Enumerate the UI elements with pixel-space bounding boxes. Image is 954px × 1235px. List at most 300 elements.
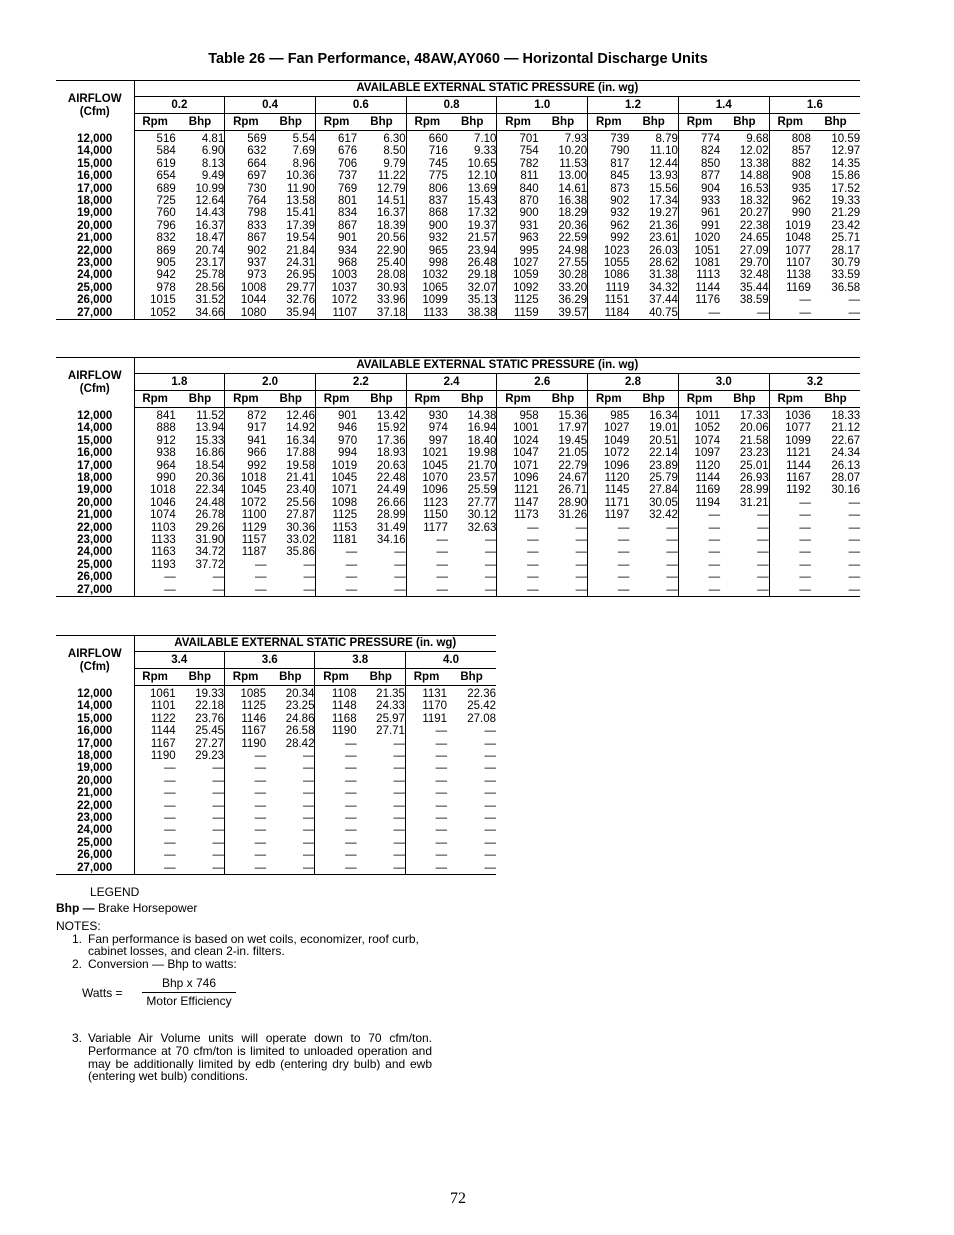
rpm-value: — [497, 584, 539, 597]
airflow-value: 19,000 [56, 762, 134, 774]
bhp-value: 31.49 [357, 522, 406, 534]
bhp-value: 16.37 [176, 220, 225, 232]
airflow-header-label: AIRFLOW [67, 648, 122, 661]
table-title: Table 26 — Fan Performance, 48AW,AY060 — Horizontal Discharge Units [208, 51, 708, 67]
rpm-value: 701 [519, 133, 539, 145]
rpm-value: 995 [519, 244, 539, 257]
bhp-value: 28.62 [629, 257, 678, 269]
bhp-value: — [266, 800, 315, 812]
bhp-value: 31.26 [539, 509, 588, 521]
bhp-value: 10.20 [539, 145, 588, 157]
rpm-value: 968 [338, 257, 358, 270]
bhp-value: — [357, 800, 406, 812]
airflow-value: 22,000 [56, 800, 134, 812]
rpm-value: 1072 [240, 496, 267, 509]
bhp-value: 4.81 [176, 131, 225, 146]
note-2-number: 2. [71, 956, 82, 971]
bhp-value: — [484, 725, 497, 738]
bhp-value: 24.48 [176, 497, 225, 509]
bhp-value: — [848, 546, 861, 559]
rpm-value: 798 [247, 207, 267, 220]
rpm-value: — [435, 737, 448, 750]
bhp-value: 11.90 [266, 183, 315, 195]
table-row [56, 257, 860, 269]
bhp-value: 17.97 [539, 422, 588, 434]
rpm-value: 974 [428, 422, 448, 435]
pressure-header: AVAILABLE EXTERNAL STATIC PRESSURE (in. wg) [134, 358, 860, 374]
rpm-header: Rpm [134, 391, 176, 408]
rpm-value: — [799, 534, 811, 547]
bhp-value: 22.18 [176, 700, 225, 712]
bhp-value: — [484, 799, 497, 812]
rpm-value: 904 [700, 182, 721, 195]
airflow-value: 12,000 [56, 131, 134, 146]
table-row [56, 750, 496, 762]
rpm-value: — [254, 762, 267, 775]
rpm-value: 1197 [604, 509, 630, 522]
bhp-value: 7.93 [539, 131, 588, 146]
bhp-value: 24.31 [266, 257, 315, 269]
bhp-value: 22.38 [720, 220, 769, 232]
rpm-value: 872 [247, 410, 267, 422]
bhp-value: — [447, 862, 496, 875]
bhp-value: 14.88 [720, 170, 769, 182]
bhp-header: Bhp [811, 391, 860, 408]
table-row [56, 509, 860, 521]
rpm-value: 1190 [241, 737, 267, 750]
rpm-value: 1120 [604, 472, 630, 485]
airflow-header [56, 636, 134, 686]
bhp-value: — [357, 762, 406, 774]
bhp-value: 28.17 [831, 244, 861, 257]
bhp-value: — [539, 559, 588, 571]
bhp-header: Bhp [176, 114, 225, 131]
airflow-header-unit: (Cfm) [79, 105, 110, 118]
bhp-value: 9.68 [720, 131, 769, 146]
bhp-value: — [357, 837, 406, 849]
table-row [56, 484, 860, 496]
bhp-value: 26.03 [629, 245, 678, 257]
bhp-value: 19.58 [266, 460, 315, 472]
bhp-value: 6.30 [357, 131, 406, 146]
table-row [56, 220, 860, 232]
bhp-value: — [629, 584, 678, 597]
rpm-value: — [617, 558, 630, 571]
airflow-value: 20,000 [56, 497, 134, 509]
rpm-value: 811 [520, 170, 539, 183]
rpm-value: 850 [700, 157, 721, 170]
bhp-value: 31.90 [176, 534, 225, 546]
pressure-column-header: 1.2 [588, 97, 679, 114]
airflow-value: 20,000 [56, 775, 134, 787]
rpm-value: — [436, 534, 448, 547]
rpm-value: 806 [428, 182, 448, 195]
bhp-value: — [484, 812, 497, 825]
rpm-value: 1046 [150, 496, 176, 509]
bhp-value: — [357, 824, 406, 836]
bhp-value: 22.90 [357, 245, 406, 257]
rpm-value: 1187 [241, 546, 267, 559]
airflow-value: 18,000 [56, 472, 134, 484]
rpm-value: 932 [428, 232, 448, 245]
rpm-value: — [588, 584, 630, 597]
rpm-header: Rpm [497, 114, 539, 131]
bhp-value: 23.94 [448, 245, 497, 257]
rpm-value: 1096 [422, 484, 448, 497]
bhp-value: 19.33 [831, 195, 861, 208]
rpm-value: — [405, 862, 447, 875]
bhp-value: — [357, 546, 406, 558]
pressure-column-header: 1.4 [678, 97, 769, 114]
table-row [56, 700, 496, 712]
bhp-value: 15.43 [448, 195, 497, 207]
bhp-value: — [448, 546, 497, 558]
rpm-value: 706 [338, 157, 358, 170]
rpm-value: 900 [428, 219, 448, 232]
bhp-value: 28.99 [720, 484, 769, 496]
rpm-value: — [435, 774, 448, 787]
rpm-value: 1003 [331, 269, 358, 282]
bhp-value: 17.34 [629, 195, 678, 207]
pressure-column-header: 0.6 [315, 97, 406, 114]
rpm-value: 937 [247, 257, 267, 270]
bhp-value: 18.39 [357, 220, 406, 232]
airflow-value: 27,000 [56, 862, 134, 875]
rpm-value: 888 [156, 422, 176, 435]
bhp-value: 6.90 [176, 145, 225, 157]
bhp-header: Bhp [266, 669, 315, 686]
rpm-value: 870 [519, 195, 539, 208]
rpm-value: 617 [338, 133, 358, 145]
bhp-value: 23.40 [266, 484, 315, 496]
table-row [56, 158, 860, 170]
rpm-value: — [134, 584, 176, 597]
bhp-value: 32.76 [266, 294, 315, 306]
table-row [56, 145, 860, 157]
bhp-value: 16.37 [357, 207, 406, 219]
airflow-value: 24,000 [56, 546, 134, 558]
rpm-value: — [617, 521, 630, 534]
airflow-value: 17,000 [56, 738, 134, 750]
bhp-value: 35.44 [720, 282, 769, 294]
bhp-value: 10.65 [448, 158, 497, 170]
rpm-value: — [527, 558, 539, 571]
table-row [56, 170, 860, 182]
rpm-header: Rpm [225, 114, 267, 131]
rpm-value: 1072 [603, 447, 630, 460]
rpm-value: — [164, 571, 176, 584]
bhp-value: 9.49 [176, 170, 225, 182]
rpm-header: Rpm [406, 391, 448, 408]
bhp-value: 15.86 [831, 170, 861, 183]
bhp-value: 24.67 [539, 472, 588, 484]
bhp-value: 11.22 [357, 170, 406, 182]
rpm-value: 737 [338, 170, 358, 183]
airflow-value: 19,000 [56, 484, 134, 496]
bhp-header: Bhp [176, 669, 225, 686]
bhp-value: 32.07 [448, 282, 497, 294]
airflow-value: 16,000 [56, 170, 134, 182]
bhp-value: 13.00 [539, 170, 588, 182]
bhp-value: 19.54 [266, 232, 315, 244]
rpm-value: 935 [791, 182, 811, 195]
rpm-value: 1027 [513, 257, 539, 270]
bhp-value: 5.54 [266, 131, 315, 146]
bhp-value: 35.13 [448, 294, 497, 306]
bhp-value: 20.06 [720, 422, 769, 434]
airflow-value: 24,000 [56, 824, 134, 836]
bhp-value: 26.13 [831, 459, 861, 472]
bhp-value: — [848, 534, 861, 547]
rpm-value: — [345, 774, 357, 787]
rpm-value: 1113 [696, 269, 721, 282]
bhp-value: — [176, 571, 225, 583]
bhp-value: 30.93 [357, 282, 406, 294]
bhp-value: 20.56 [357, 232, 406, 244]
rpm-value: 1159 [497, 307, 539, 320]
rpm-value: — [345, 836, 357, 849]
rpm-value: 1108 [331, 688, 357, 700]
bhp-value: 21.12 [831, 422, 861, 435]
bhp-value: 13.38 [720, 158, 769, 170]
notes-heading: NOTES: [56, 919, 101, 933]
rpm-value: 1171 [604, 496, 630, 509]
rpm-value: — [254, 787, 267, 800]
rpm-value: 1027 [603, 422, 630, 435]
rpm-value: 1096 [603, 459, 630, 472]
rpm-value: — [345, 750, 357, 763]
bhp-value: 24.86 [266, 713, 315, 725]
pressure-column-header: 2.0 [225, 374, 316, 391]
rpm-value: — [799, 571, 811, 584]
rpm-value: 1049 [603, 434, 630, 447]
pressure-column-header: 2.4 [406, 374, 497, 391]
watts-formula [82, 976, 282, 1010]
bhp-header: Bhp [448, 391, 497, 408]
rpm-value: — [617, 546, 630, 559]
bhp-value: 15.92 [357, 422, 406, 434]
bhp-value: 15.36 [539, 408, 588, 423]
airflow-value: 21,000 [56, 509, 134, 521]
rpm-value: 882 [791, 157, 811, 170]
table-row [56, 282, 860, 294]
bhp-value: 21.05 [539, 447, 588, 459]
rpm-value: 1037 [331, 281, 358, 294]
bhp-header: Bhp [266, 391, 315, 408]
rpm-value: 664 [247, 157, 267, 170]
rpm-value: — [164, 799, 176, 812]
rpm-value: — [134, 862, 176, 875]
bhp-value: 12.79 [357, 183, 406, 195]
table-row [56, 686, 496, 701]
bhp-value: — [848, 509, 861, 522]
rpm-value: 867 [247, 232, 267, 245]
bhp-value: — [266, 787, 315, 799]
table-row [56, 195, 860, 207]
rpm-value: — [799, 521, 811, 534]
rpm-value: 837 [428, 195, 448, 208]
bhp-value: 12.46 [266, 408, 315, 423]
bhp-header: Bhp [357, 114, 406, 131]
bhp-value: 13.69 [448, 183, 497, 195]
table-row [56, 849, 496, 861]
rpm-value: 1096 [513, 472, 539, 485]
bhp-value: — [629, 559, 678, 571]
bhp-value: 22.67 [831, 434, 861, 447]
bhp-value: 40.75 [629, 307, 678, 320]
bhp-value: 25.79 [629, 472, 678, 484]
bhp-value: 13.93 [629, 170, 678, 182]
bhp-value: 18.54 [176, 460, 225, 472]
bhp-value: — [539, 546, 588, 558]
bhp-value: 32.48 [720, 269, 769, 281]
rpm-value: 725 [156, 195, 176, 208]
bhp-value: — [629, 534, 678, 546]
rpm-value: 1099 [422, 294, 448, 307]
rpm-value: — [345, 849, 357, 862]
rpm-value: — [406, 584, 448, 597]
bhp-value: 12.10 [448, 170, 497, 182]
table-row [56, 738, 496, 750]
rpm-value: 900 [519, 207, 539, 220]
rpm-value: 1045 [240, 484, 267, 497]
rpm-value: 1036 [785, 410, 811, 422]
rpm-value: — [254, 799, 267, 812]
bhp-value: 32.63 [448, 522, 497, 534]
bhp-value: 17.36 [357, 435, 406, 447]
bhp-value: — [848, 521, 861, 534]
rpm-value: 1148 [331, 700, 357, 713]
rpm-value: 985 [610, 410, 630, 422]
airflow-value: 17,000 [56, 460, 134, 472]
airflow-value: 15,000 [56, 435, 134, 447]
table-row [56, 207, 860, 219]
rpm-header: Rpm [405, 669, 447, 686]
rpm-value: 1001 [513, 422, 539, 435]
rpm-value: 962 [791, 195, 811, 208]
rpm-value: 1044 [240, 294, 267, 307]
bhp-value: 21.41 [266, 472, 315, 484]
rpm-value: 1181 [332, 534, 358, 547]
rpm-header: Rpm [315, 391, 357, 408]
bhp-value: 36.58 [831, 281, 861, 294]
rpm-value: 1018 [240, 472, 267, 485]
bhp-value: — [176, 800, 225, 812]
formula-label: Watts = [82, 986, 123, 1000]
rpm-value: — [345, 737, 357, 750]
bhp-value: 9.33 [448, 145, 497, 157]
pressure-column-header: 1.0 [497, 97, 588, 114]
rpm-value: — [799, 546, 811, 559]
note-1-text: Fan performance is based on wet coils, economizer, roof curb, cabinet losses, and clean 2-in. filters. [88, 931, 419, 959]
bhp-value: — [357, 812, 406, 824]
rpm-value: 1190 [331, 725, 357, 738]
rpm-value: — [224, 862, 266, 875]
bhp-value: 23.57 [448, 472, 497, 484]
pressure-column-header: 4.0 [405, 652, 496, 669]
bhp-value: — [539, 534, 588, 546]
rpm-header: Rpm [224, 669, 266, 686]
rpm-value: — [708, 509, 721, 522]
airflow-value: 23,000 [56, 812, 134, 824]
bhp-value: 8.96 [266, 158, 315, 170]
rpm-value: 775 [428, 170, 448, 183]
table-row [56, 713, 496, 725]
rpm-value: 1074 [694, 434, 721, 447]
rpm-value: 689 [156, 182, 176, 195]
bhp-value: — [484, 737, 497, 750]
rpm-header: Rpm [134, 669, 176, 686]
rpm-value: — [254, 558, 267, 571]
bhp-value: 34.66 [176, 307, 225, 320]
legend-heading: LEGEND [90, 885, 140, 899]
bhp-value: 10.99 [176, 183, 225, 195]
bhp-value: 23.61 [629, 232, 678, 244]
bhp-value: 27.55 [539, 257, 588, 269]
bhp-value: 27.71 [357, 725, 406, 737]
legend-entry [56, 900, 436, 916]
rpm-header: Rpm [588, 391, 630, 408]
rpm-value: 1167 [786, 472, 811, 485]
airflow-value: 12,000 [56, 686, 134, 701]
bhp-value: — [539, 571, 588, 583]
bhp-value: 9.79 [357, 158, 406, 170]
rpm-value: — [708, 521, 721, 534]
rpm-value: 1125 [332, 509, 358, 522]
bhp-value: — [176, 812, 225, 824]
rpm-value: — [164, 787, 176, 800]
airflow-value: 20,000 [56, 220, 134, 232]
rpm-value: 1092 [513, 281, 539, 294]
bhp-value: 26.58 [266, 725, 315, 737]
bhp-value: — [720, 584, 769, 597]
table-row [56, 422, 860, 434]
table-row [56, 183, 860, 195]
rpm-value: 1169 [695, 484, 721, 497]
note-3-number: 3. [71, 1031, 82, 1046]
rpm-value: 1177 [423, 521, 448, 534]
bhp-value: 15.56 [629, 183, 678, 195]
rpm-value: — [678, 584, 720, 597]
airflow-header [56, 81, 134, 131]
bhp-value: 17.32 [448, 207, 497, 219]
bhp-value: 18.29 [539, 207, 588, 219]
bhp-value: — [176, 849, 225, 861]
bhp-value: 19.27 [629, 207, 678, 219]
bhp-header: Bhp [357, 391, 406, 408]
rpm-value: — [799, 558, 811, 571]
bhp-value: — [357, 849, 406, 861]
bhp-value: — [266, 559, 315, 571]
bhp-value: 30.36 [266, 522, 315, 534]
bhp-value: 25.59 [448, 484, 497, 496]
bhp-value: 16.34 [266, 435, 315, 447]
rpm-value: 1098 [331, 496, 358, 509]
bhp-value: 14.51 [357, 195, 406, 207]
bhp-value: 33.02 [266, 534, 315, 546]
bhp-value: 10.36 [266, 170, 315, 182]
bhp-value: 26.71 [539, 484, 588, 496]
rpm-value: — [254, 774, 267, 787]
rpm-value: 1071 [331, 484, 358, 497]
fan-performance-table-1 [56, 80, 860, 320]
table-row [56, 497, 860, 509]
rpm-value: 790 [610, 145, 630, 158]
rpm-value: 1144 [150, 725, 176, 738]
rpm-value: 1019 [785, 219, 811, 232]
rpm-value: 619 [156, 157, 176, 170]
rpm-value: 1070 [422, 472, 448, 485]
